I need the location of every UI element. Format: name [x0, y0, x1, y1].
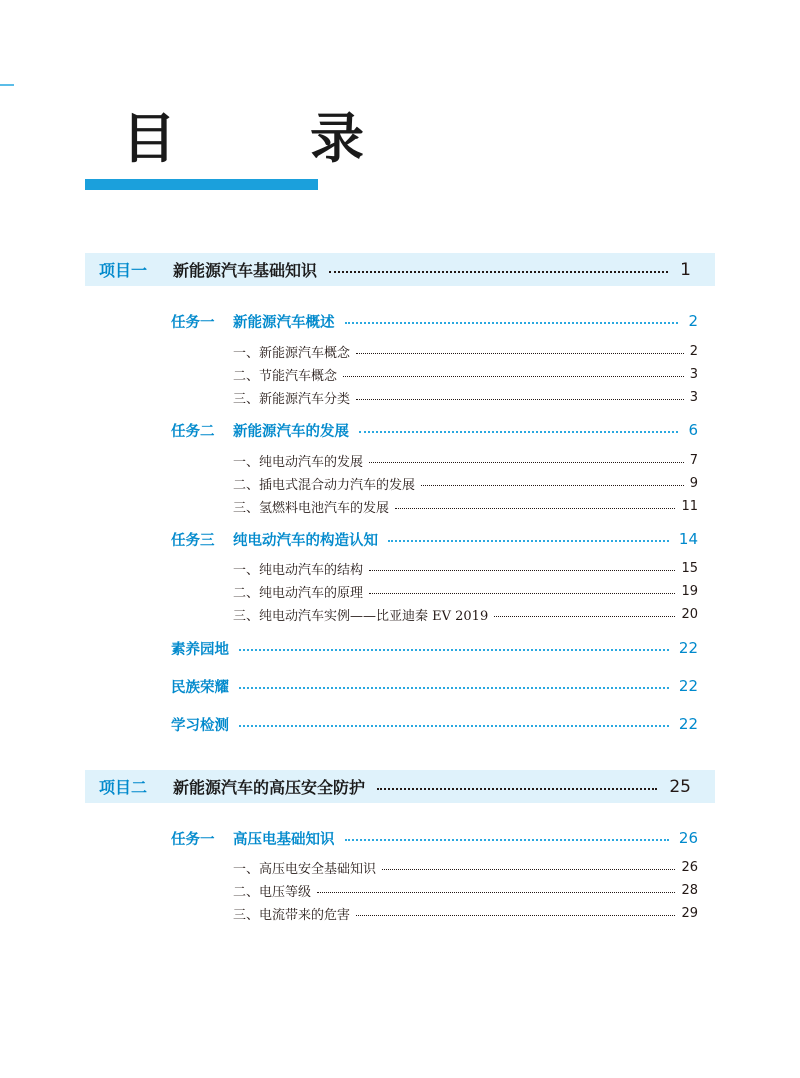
item-title: 一、纯电动汽车的结构 [233, 562, 364, 578]
toc-task[interactable] [171, 309, 698, 333]
task-title: 新能源汽车的发展 [233, 423, 349, 440]
toc-item[interactable] [233, 879, 698, 901]
task-number: 任务二 [171, 423, 215, 440]
toc-task[interactable] [171, 527, 698, 551]
toc-item[interactable] [233, 580, 698, 602]
page-number: 22 [678, 715, 698, 733]
dot-leader [395, 508, 675, 509]
dot-leader [369, 593, 675, 594]
page-number: 26 [681, 859, 698, 875]
item-title: 三、氢燃料电池汽车的发展 [233, 500, 390, 516]
item-title: 三、电流带来的危害 [233, 907, 351, 923]
section-title: 学习检测 [171, 717, 229, 734]
toc-section-suyang[interactable] [171, 636, 698, 660]
page-number: 15 [681, 560, 698, 576]
page-number: 6 [688, 421, 698, 439]
dot-leader [369, 462, 684, 463]
page-title: 目 录 [122, 107, 404, 170]
toc-section-jiance[interactable] [171, 712, 698, 736]
section-title: 素养园地 [171, 641, 229, 658]
dot-leader [382, 869, 675, 870]
toc-task[interactable] [171, 826, 698, 850]
toc-item[interactable] [233, 495, 698, 517]
page-number: 22 [678, 639, 698, 657]
dot-leader [343, 376, 684, 377]
toc-item[interactable] [233, 603, 698, 625]
dot-leader [369, 570, 675, 571]
dot-leader [356, 915, 675, 916]
page-number: 29 [681, 905, 698, 921]
page-number: 2 [688, 312, 698, 330]
toc-item[interactable] [233, 856, 698, 878]
toc-item[interactable] [233, 449, 698, 471]
page-number: 2 [689, 343, 698, 359]
dot-leader [317, 892, 675, 893]
dot-leader [239, 687, 669, 689]
task-number: 任务三 [171, 532, 215, 549]
page-number: 11 [681, 498, 698, 514]
project-title: 新能源汽车基础知识 [173, 261, 318, 280]
page-number: 7 [689, 452, 698, 468]
section-title: 民族荣耀 [171, 679, 229, 696]
dot-leader [356, 399, 684, 400]
task-title: 纯电动汽车的构造认知 [233, 532, 378, 549]
page-number: 14 [678, 530, 698, 548]
toc-project[interactable] [85, 770, 715, 803]
page-number: 22 [678, 677, 698, 695]
item-title: 一、高压电安全基础知识 [233, 861, 377, 877]
task-title: 新能源汽车概述 [233, 314, 335, 331]
dot-leader [329, 271, 668, 273]
item-title: 一、新能源汽车概念 [233, 345, 351, 361]
dot-leader [345, 839, 669, 841]
toc-item[interactable] [233, 902, 698, 924]
page-number: 1 [680, 259, 691, 280]
dot-leader [239, 649, 669, 651]
toc-task[interactable] [171, 418, 698, 442]
page-number: 28 [681, 882, 698, 898]
dot-leader [239, 725, 669, 727]
dot-leader [494, 616, 675, 617]
page-number: 20 [681, 606, 698, 622]
toc-item[interactable] [233, 557, 698, 579]
toc-item[interactable] [233, 386, 698, 408]
page-number: 3 [689, 366, 698, 382]
dot-leader [388, 540, 669, 542]
task-title: 高压电基础知识 [233, 831, 335, 848]
dot-leader [356, 353, 684, 354]
page-number: 25 [669, 776, 691, 797]
item-title: 三、纯电动汽车实例——比亚迪秦 EV 2019 [233, 608, 489, 624]
page-number: 26 [678, 829, 698, 847]
item-title: 三、新能源汽车分类 [233, 391, 351, 407]
dot-leader [421, 485, 684, 486]
item-title: 二、插电式混合动力汽车的发展 [233, 477, 416, 493]
item-title: 二、节能汽车概念 [233, 368, 338, 384]
dot-leader [359, 431, 678, 433]
project-title: 新能源汽车的高压安全防护 [173, 778, 366, 797]
toc-item[interactable] [233, 340, 698, 362]
task-number: 任务一 [171, 314, 215, 331]
title-underline-bar [85, 179, 318, 190]
toc-item[interactable] [233, 472, 698, 494]
item-title: 二、电压等级 [233, 884, 312, 900]
item-title: 二、纯电动汽车的原理 [233, 585, 364, 601]
dot-leader [377, 788, 657, 790]
project-number: 项目二 [99, 778, 148, 797]
toc-section-minzu[interactable] [171, 674, 698, 698]
toc-project[interactable] [85, 253, 715, 286]
dot-leader [345, 322, 679, 324]
task-number: 任务一 [171, 831, 215, 848]
item-title: 一、纯电动汽车的发展 [233, 454, 364, 470]
page-number: 19 [681, 583, 698, 599]
page-number: 9 [689, 475, 698, 491]
page-number: 3 [689, 389, 698, 405]
toc-item[interactable] [233, 363, 698, 385]
page-edge-mark [0, 84, 14, 86]
project-number: 项目一 [99, 261, 148, 280]
